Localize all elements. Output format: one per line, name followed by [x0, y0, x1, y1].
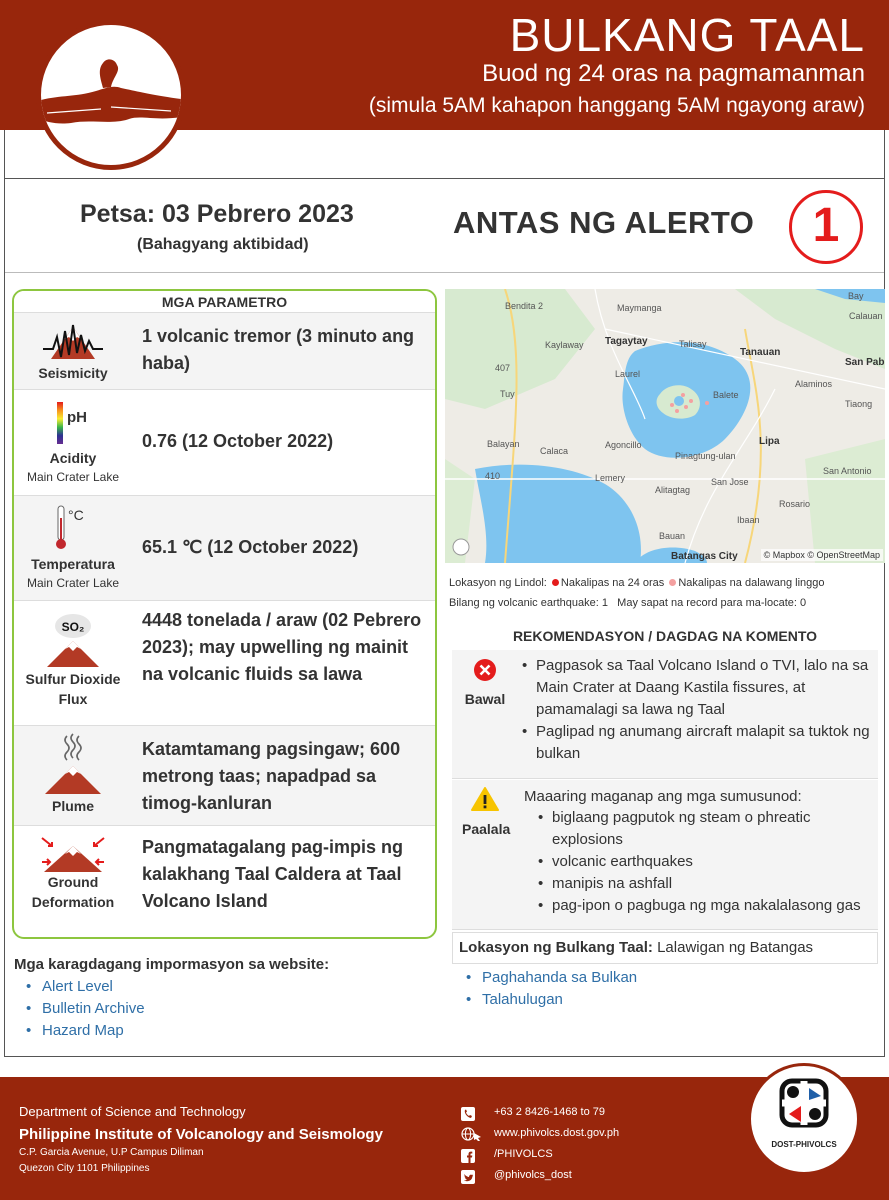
parameter-row-temperature [14, 496, 435, 601]
divider [4, 272, 885, 273]
parameter-label: Seismicity [38, 365, 108, 381]
twitter-icon [461, 1170, 475, 1184]
twitter-link[interactable]: @phivolcs_dost [494, 1169, 572, 1181]
map-label: 407 [495, 363, 511, 373]
parameter-label: Plume [51, 798, 94, 814]
recommendations-title: REKOMENDASYON / DAGDAG NA KOMENTO [512, 628, 818, 644]
map-label: 410 [485, 471, 501, 481]
prohibited-box [452, 650, 878, 779]
globe-mouse-icon [461, 1127, 483, 1141]
prohibited-x-icon [473, 658, 497, 682]
parameter-label: Sulfur Dioxide Flux [25, 671, 121, 707]
divider [4, 178, 885, 179]
map-label: Lipa [759, 436, 780, 447]
alert-level-badge: 1 [789, 190, 863, 264]
svg-text:°C: °C [68, 507, 84, 523]
taal-volcano-logo [36, 20, 186, 170]
map-label: Ibaan [737, 515, 760, 525]
website-links [26, 976, 145, 1042]
parameters-panel [12, 289, 437, 939]
more-info-title: Mga karagdagang impormasyon sa website: [14, 956, 330, 973]
parameter-label: Temperatura [31, 556, 115, 572]
link-hazard-map[interactable]: • Hazard Map [26, 1020, 145, 1042]
map-label: Talisay [679, 339, 707, 349]
map-label: Tiaong [845, 399, 873, 409]
dost-phivolcs-logo [748, 1063, 860, 1175]
reminder-box [452, 780, 878, 930]
reminder-intro: Maaaring maganap ang mga sumusunod: [524, 788, 802, 805]
map-label: Laurel [615, 369, 641, 379]
map-label: Batangas City [671, 551, 738, 562]
parameter-value: Katamtamang pagsingaw; 600 metrong taas; napadpad sa timog-kanluran [142, 739, 401, 813]
older-quake-dot-icon [669, 579, 676, 586]
activity-level: (Bahagyang aktibidad) [137, 236, 309, 253]
link-paghahanda[interactable]: • Paghahanda sa Bulkan [466, 967, 637, 989]
list-item: • manipis na ashfall [538, 873, 872, 895]
prohibited-label: Bawal [464, 691, 506, 707]
parameter-value: 1 volcanic tremor (3 minuto ang haba) [142, 326, 415, 373]
facebook-icon [461, 1149, 475, 1163]
institute-name: Philippine Institute of Volcanology and Seismology [19, 1126, 383, 1143]
plume-volcano-icon [43, 732, 103, 796]
parameter-value: 0.76 (12 October 2022) [142, 431, 334, 451]
parameter-row-seismicity [14, 313, 435, 390]
map-label: Bendita 2 [505, 301, 544, 311]
footer [0, 1077, 889, 1200]
parameter-label: Acidity [49, 450, 97, 466]
so2-volcano-icon [43, 611, 103, 669]
parameter-label: Ground Deformation [31, 874, 115, 910]
parameter-row-plume [14, 726, 435, 826]
link-alert-level[interactable]: • Alert Level [26, 976, 145, 998]
seismicity-icon [41, 321, 105, 361]
divider [4, 1056, 885, 1057]
svg-text:SO₂: SO₂ [61, 620, 85, 634]
list-item: • volcanic earthquakes [538, 851, 872, 873]
logo-text: DOST-PHIVOLCS [771, 1140, 837, 1149]
map-label: Maymanga [617, 303, 662, 313]
map-label: Balayan [487, 439, 520, 449]
map-label: Bay [848, 291, 864, 301]
ph-icon [53, 400, 93, 446]
phone-icon [461, 1107, 475, 1121]
map-legend [449, 573, 825, 613]
address-line-2: Quezon City 1101 Philippines [19, 1163, 150, 1174]
map-label: Calauan [849, 311, 883, 321]
reminder-list [538, 807, 872, 917]
map-label: Tagaytay [605, 336, 648, 347]
frame-left [4, 130, 5, 1057]
parameter-sublabel: Main Crater Lake [26, 470, 120, 484]
earthquake-location-map[interactable] [445, 289, 885, 563]
map-label: Alitagtag [655, 485, 691, 495]
map-label: Agoncillo [605, 440, 642, 450]
parameter-row-acidity [14, 390, 435, 496]
website-link[interactable]: www.phivolcs.dost.gov.ph [494, 1127, 620, 1139]
map-label: Balete [713, 390, 739, 400]
map-label: Tuy [500, 389, 515, 399]
location-value: Lalawigan ng Batangas [657, 939, 814, 956]
warning-icon [471, 786, 499, 812]
reminder-label: Paalala [462, 821, 511, 837]
alert-level-label: ANTAS NG ALERTO [453, 205, 755, 240]
list-item: • biglaang pagputok ng steam o phreatic explosions [538, 807, 872, 851]
thermometer-icon [53, 504, 93, 552]
parameter-value: Pangmatagalang pag-impis ng kalakhang Taal Caldera at Taal Volcano Island [142, 837, 404, 911]
header-banner [0, 0, 889, 130]
legend-locations: Lokasyon ng Lindol: Nakalipas na 24 oras Nakalipas na dalawang linggo [449, 577, 825, 589]
resource-links [466, 967, 637, 1011]
map-label: San Antonio [823, 466, 872, 476]
map-label: Tanauan [740, 347, 781, 358]
list-item: • Paglipad ng anumang aircraft malapit sa tuktok ng bulkan [522, 721, 872, 765]
volcano-title: BULKANG TAAL [509, 9, 865, 61]
map-label: Lemery [595, 473, 626, 483]
map-label: San Jose [711, 477, 749, 487]
map-label: San Pab [845, 357, 885, 368]
prohibited-list [522, 655, 872, 765]
map-label: Pinagtung-ulan [675, 451, 736, 461]
map-label: Calaca [540, 446, 569, 456]
parameter-row-deformation [14, 826, 435, 939]
list-item: • Pagpasok sa Taal Volcano Island o TVI, lalo na sa Main Crater at Daang Kastila fissures, at pamamalagi sa lawa ng Taal [522, 655, 872, 721]
parameter-value: 4448 tonelada / araw (02 Pebrero 2023); may upwelling ng mainit na volcanic fluids sa lawa [142, 610, 422, 684]
svg-text:pH: pH [67, 409, 87, 426]
parameter-value: 65.1 ℃ (12 October 2022) [142, 537, 359, 557]
volcano-location [452, 932, 878, 964]
map-label: Rosario [779, 499, 811, 509]
address-line-1: C.P. Garcia Avenue, U.P Campus Diliman [19, 1147, 204, 1158]
bulletin-subtitle: Buod ng 24 oras na pagmamanman [482, 60, 865, 87]
parameter-row-so2 [14, 601, 435, 726]
link-talahulugan[interactable]: • Talahulugan [466, 989, 637, 1011]
map-label: Alaminos [795, 379, 833, 389]
parameters-title: MGA PARAMETRO [14, 291, 435, 313]
frame-right [884, 130, 885, 1057]
map-attribution[interactable]: © Mapbox © OpenStreetMap [761, 549, 883, 561]
department-name: Department of Science and Technology [19, 1104, 246, 1119]
map-label: Kaylaway [545, 340, 584, 350]
facebook-link[interactable]: /PHIVOLCS [494, 1148, 553, 1160]
parameter-sublabel: Main Crater Lake [26, 576, 120, 590]
map-label: Bauan [659, 531, 686, 541]
link-bulletin-archive[interactable]: • Bulletin Archive [26, 998, 145, 1020]
recent-quake-dot-icon [552, 579, 559, 586]
deformation-volcano-icon [38, 834, 108, 874]
earthquake-count: Bilang ng volcanic earthquake: 1 May sapat na record para ma-locate: 0 [449, 597, 807, 609]
phone-number: +63 2 8426-1468 to 79 [494, 1106, 606, 1118]
location-label: Lokasyon ng Bulkang Taal: [459, 939, 653, 956]
bulletin-date: Petsa: 03 Pebrero 2023 [80, 200, 354, 228]
list-item: • pag-ipon o pagbuga ng mga nakalalasong gas [538, 895, 872, 917]
bulletin-period: (simula 5AM kahapon hanggang 5AM ngayong araw) [368, 94, 865, 117]
